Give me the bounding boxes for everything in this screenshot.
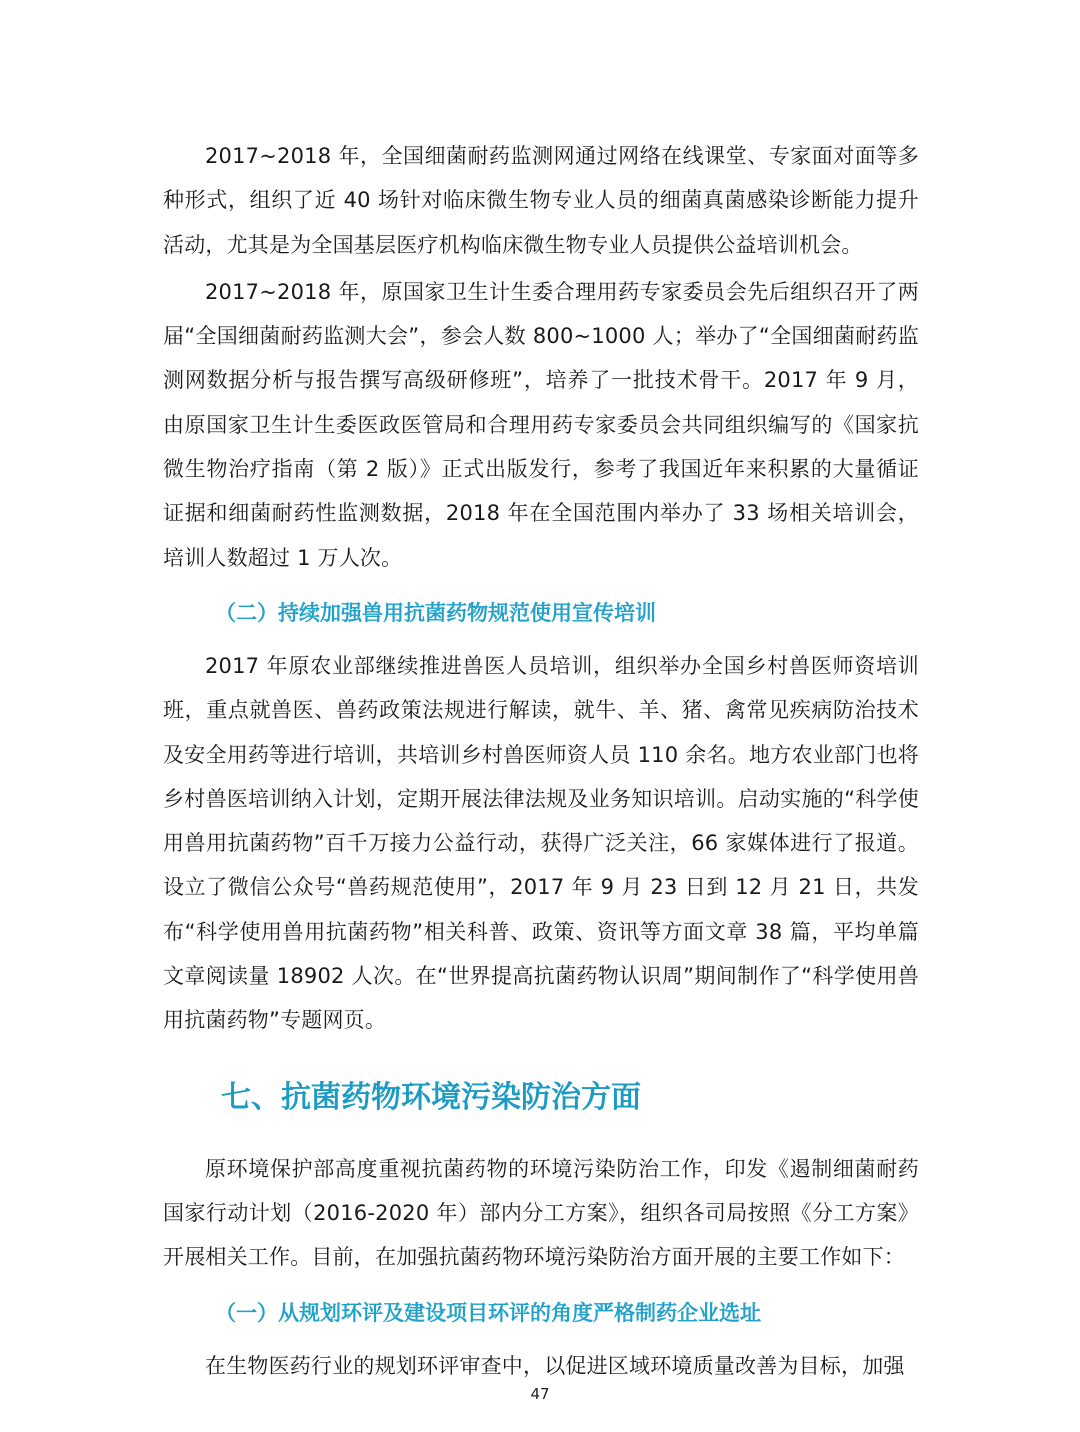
- section-heading-environmental-pollution: 七、抗菌药物环境污染防治方面: [221, 1079, 641, 1115]
- page-content: [163, 134, 919, 1391]
- subheading-veterinary-training: （二）持续加强兽用抗菌药物规范使用宣传培训: [215, 600, 656, 625]
- subheading-site-selection: （一）从规划环评及建设项目环评的角度严格制药企业选址: [215, 1300, 761, 1325]
- paragraph-environment-ministry: 原环境保护部高度重视抗菌药物的环境污染防治工作，印发《遏制细菌耐药国家行动计划（2016-2020 年）部内分工方案》，组织各司局按照《分工方案》开展相关工作。目前，在加强抗菌药物环境污染防治方面开展的主要工作如下：: [163, 1156, 919, 1270]
- paragraph-planning-eia: 在生物医药行业的规划环评审查中，以促进区域环境质量改善为目标，加强: [205, 1353, 905, 1378]
- paragraph-veterinary-training: 2017 年原农业部继续推进兽医人员培训，组织举办全国乡村兽医师资培训班，重点就兽医、兽药政策法规进行解读，就牛、羊、猪、禽常见疾病防治技术及安全用药等进行培训，共培训乡村兽医师资人员 110 余名。地方农业部门也将乡村兽医培训纳入计划，定期开展法律法规及业务知识培训。启动实施的“科学使用兽用抗菌药物”百千万接力公益行动，获得广泛关注，66 家媒体进行了报道。设立了微信公众号“兽药规范使用”，2017 年 9 月 23 日到 12 月 21 日，共发布“科学使用兽用抗菌药物”相关科普、政策、资讯等方面文章 38 篇，平均单篇文章阅读量 18902 人次。在“世界提高抗菌药物认识周”期间制作了“科学使用兽用抗菌药物”专题网页。: [163, 653, 919, 1033]
- paragraph-rational-drug-use-committee: 2017~2018 年，原国家卫生计生委合理用药专家委员会先后组织召开了两届“全国细菌耐药监测大会”，参会人数 800~1000 人；举办了“全国细菌耐药监测网数据分析与报告撰写高级研修班”，培养了一批技术骨干。2017 年 9 月，由原国家卫生计生委医政医管局和合理用药专家委员会共同组织编写的《国家抗微生物治疗指南（第 2 版）》正式出版发行，参考了我国近年来积累的大量循证证据和细菌耐药性监测数据，2018 年在全国范围内举办了 33 场相关培训会，培训人数超过 1 万人次。: [163, 279, 919, 570]
- page-number: 47: [530, 1385, 550, 1403]
- paragraph-bacterial-resistance-training: 2017~2018 年，全国细菌耐药监测网通过网络在线课堂、专家面对面等多种形式，组织了近 40 场针对临床微生物专业人员的细菌真菌感染诊断能力提升活动，尤其是为全国基层医疗机构临床微生物专业人员提供公益培训机会。: [163, 144, 919, 257]
